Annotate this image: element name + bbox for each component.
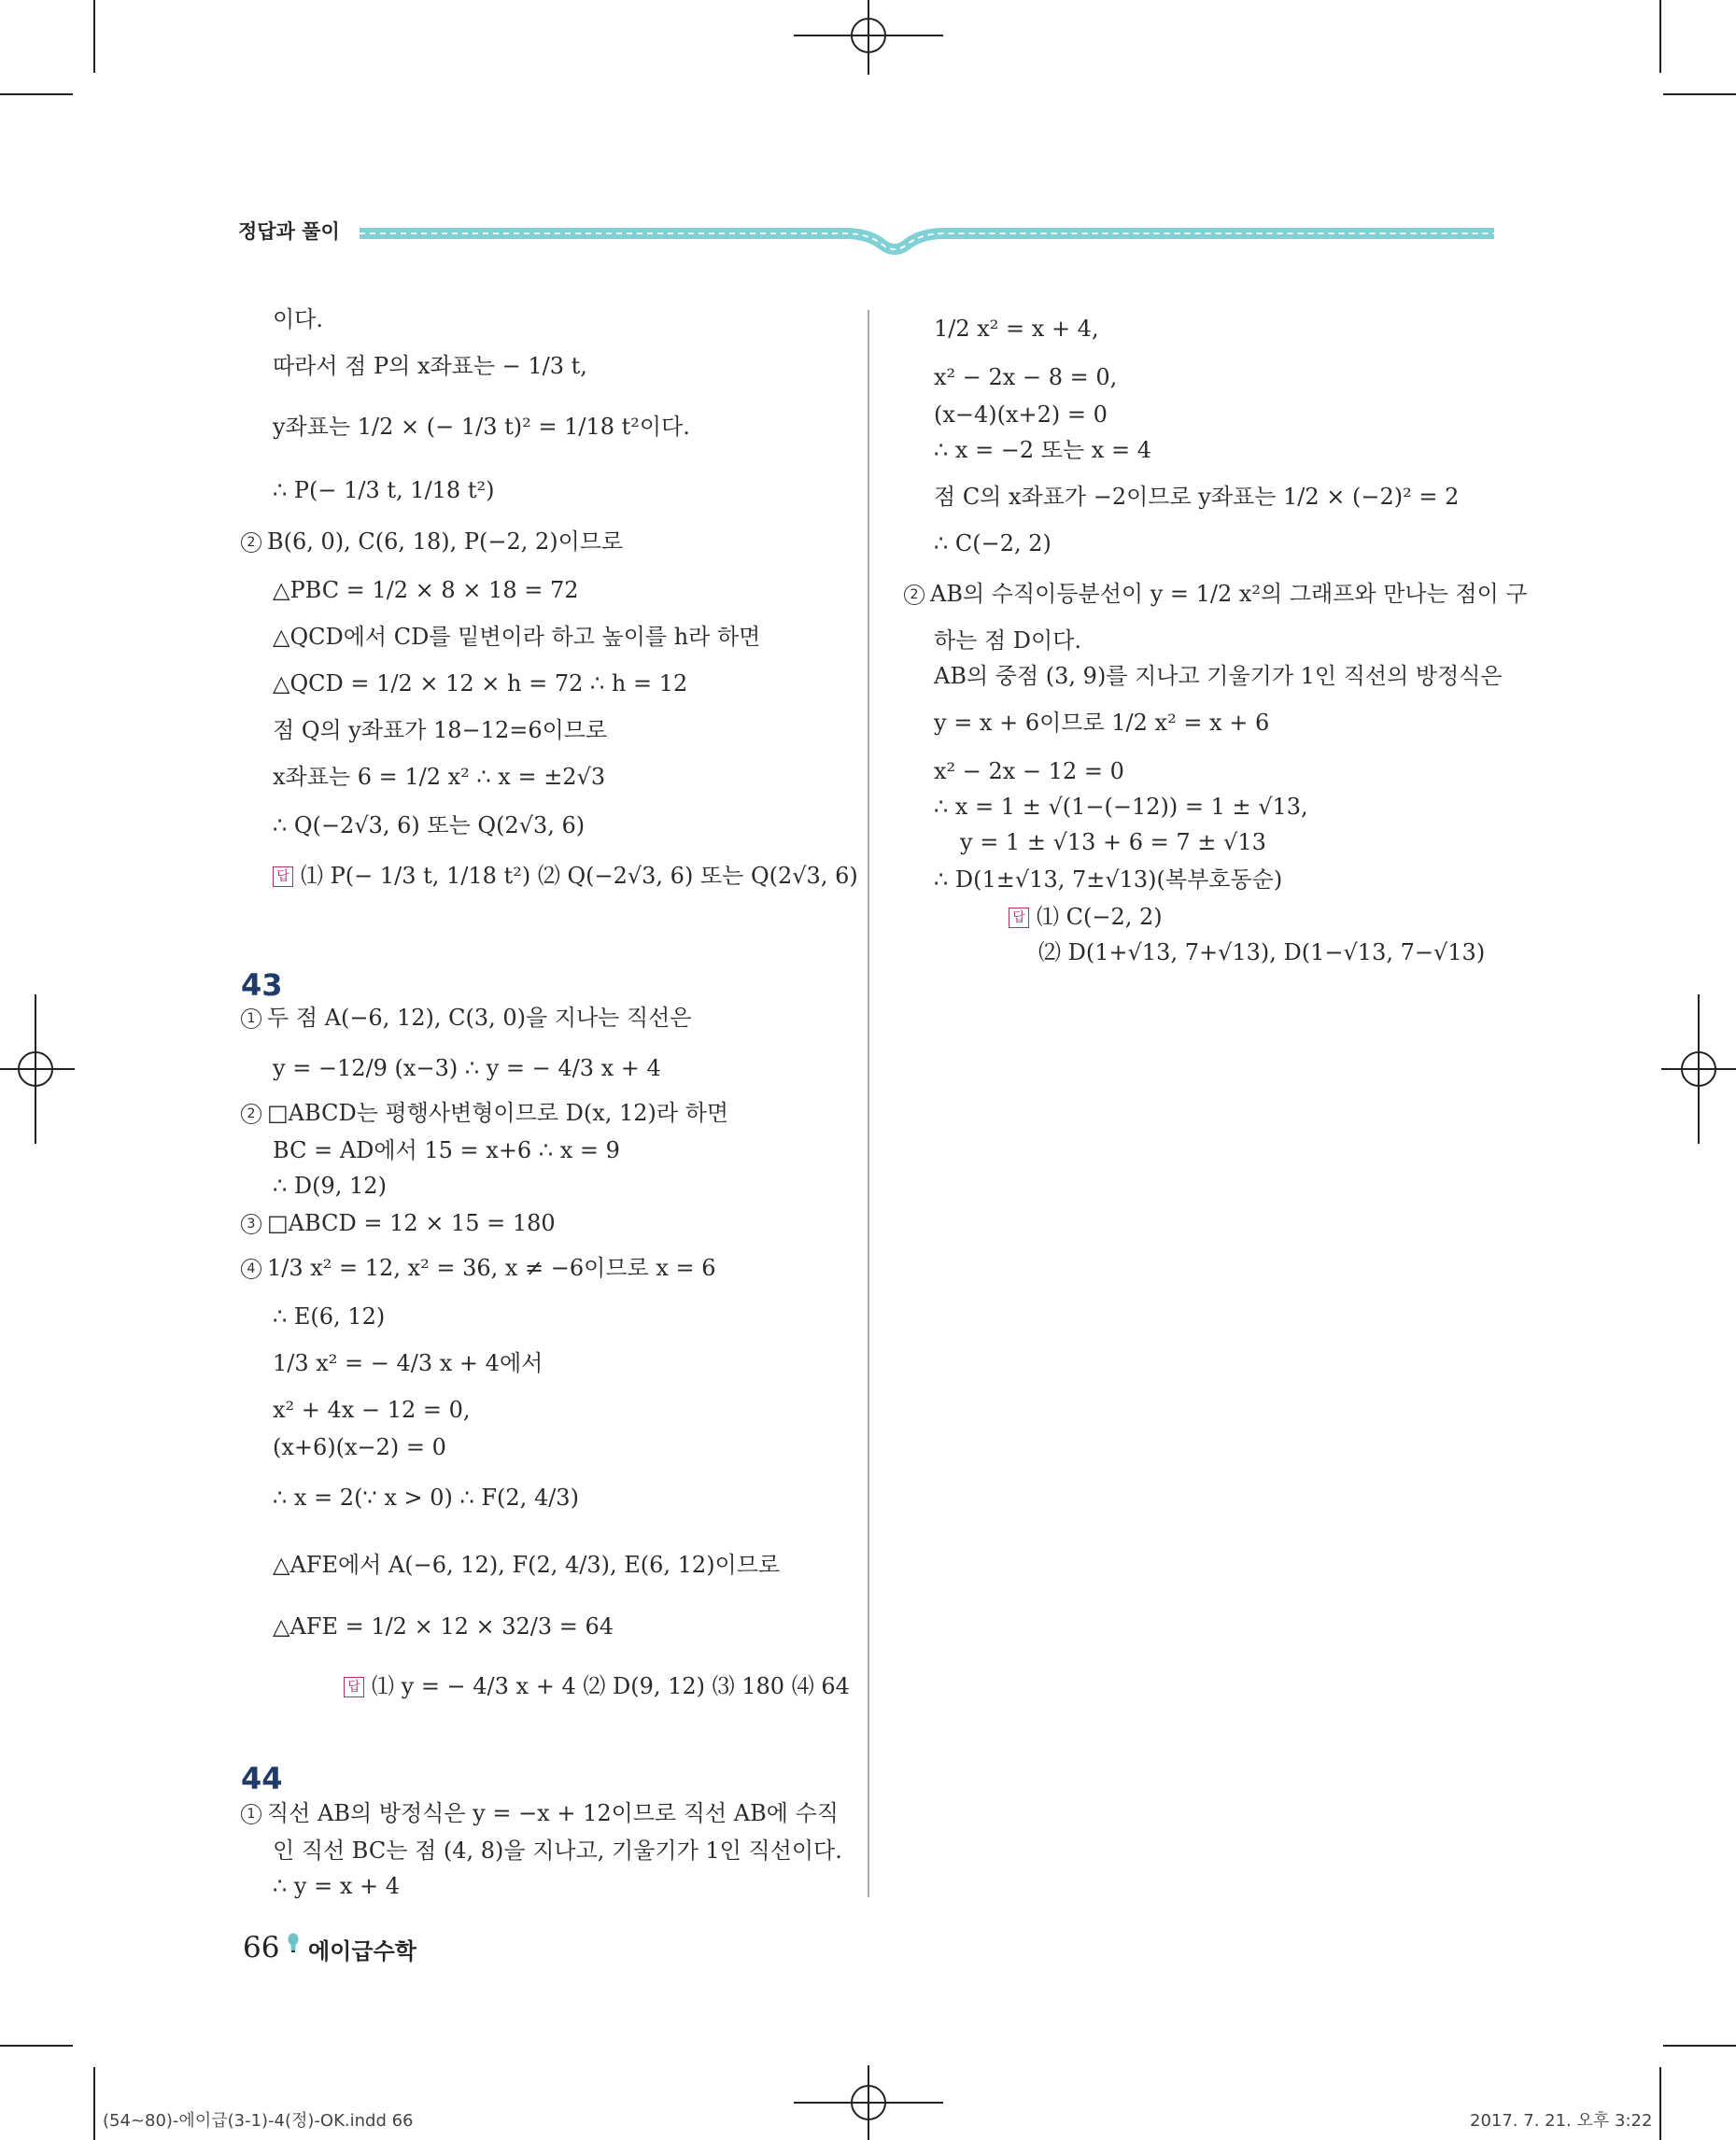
crop-mark [93, 0, 95, 73]
answer-label: 답 [273, 866, 293, 887]
solution-text: □ABCD = 12 × 15 = 180 [267, 1210, 556, 1236]
solution-line [241, 1253, 716, 1283]
solution-line [241, 1098, 728, 1128]
page-header-title: 정답과 풀이 [238, 220, 340, 243]
answer-label: 답 [1009, 908, 1029, 928]
answer-line [273, 861, 858, 891]
solution-line: ∴ P(− 1/3 t, 1/18 t²) [273, 477, 495, 503]
item-marker: 1 [241, 1804, 261, 1824]
registration-mark [794, 0, 943, 75]
answer-text: ⑴ P(− 1/3 t, 1/18 t²) ⑵ Q(−2√3, 6) 또는 Q(2√3, 6) [301, 863, 858, 889]
solution-line: ∴ E(6, 12) [273, 1303, 386, 1330]
answer-line [344, 1671, 850, 1701]
registration-mark [794, 2065, 943, 2140]
solution-line: (x−4)(x+2) = 0 [934, 401, 1108, 428]
solution-line: 하는 점 D이다. [934, 627, 1082, 654]
solution-text: AB의 수직이등분선이 y = 1/2 x²의 그래프와 만나는 점이 구 [930, 581, 1528, 607]
item-marker: 2 [904, 584, 924, 605]
item-marker: 2 [241, 1104, 261, 1124]
crop-mark [93, 2067, 95, 2140]
solution-line: x² − 2x − 8 = 0, [934, 364, 1118, 390]
solution-line: △QCD에서 CD를 밑변이라 하고 높이를 h라 하면 [273, 624, 761, 650]
solution-line: ∴ x = 1 ± √(1−(−12)) = 1 ± √13, [934, 794, 1308, 820]
solution-line: AB의 중점 (3, 9)를 지나고 기울기가 1인 직선의 방정식은 [934, 663, 1503, 689]
registration-mark [1661, 994, 1736, 1144]
answer-line [1009, 902, 1163, 932]
solution-text: B(6, 0), C(6, 18), P(−2, 2)이므로 [267, 528, 624, 555]
answer-text: ⑴ C(−2, 2) [1037, 904, 1163, 930]
crop-mark [0, 2045, 73, 2047]
crop-mark [1663, 93, 1736, 95]
solution-line: ∴ x = 2(∵ x > 0) ∴ F(2, 4/3) [273, 1485, 579, 1511]
solution-line: 이다. [273, 306, 323, 332]
solution-text: 두 점 A(−6, 12), C(3, 0)을 지나는 직선은 [267, 1005, 692, 1031]
solution-line: △QCD = 1/2 × 12 × h = 72 ∴ h = 12 [273, 670, 688, 697]
solution-line: x좌표는 6 = 1/2 x² ∴ x = ±2√3 [273, 764, 606, 790]
solution-line [904, 579, 1528, 609]
answer-line: ⑵ D(1+√13, 7+√13), D(1−√13, 7−√13) [1038, 939, 1486, 965]
solution-line: ∴ D(1±√13, 7±√13)(복부호동순) [934, 866, 1283, 893]
solution-line: x² − 2x − 12 = 0 [934, 758, 1124, 784]
solution-line: y = x + 6이므로 1/2 x² = x + 6 [934, 710, 1270, 736]
solution-line: 따라서 점 P의 x좌표는 − 1/3 t, [273, 353, 587, 379]
page-number: 66 [243, 1931, 280, 1964]
solution-line: ∴ C(−2, 2) [934, 530, 1051, 556]
solution-line: x² + 4x − 12 = 0, [273, 1397, 471, 1423]
problem-number: 44 [241, 1761, 283, 1796]
crop-mark [1659, 2067, 1661, 2140]
solution-line: ∴ x = −2 또는 x = 4 [934, 437, 1151, 463]
solution-line: ∴ D(9, 12) [273, 1173, 387, 1199]
problem-number: 43 [241, 967, 283, 1003]
solution-line: 1/2 x² = x + 4, [934, 316, 1099, 342]
solution-line: 1/3 x² = − 4/3 x + 4에서 [273, 1350, 543, 1376]
answer-text: ⑴ y = − 4/3 x + 4 ⑵ D(9, 12) ⑶ 180 ⑷ 64 [372, 1673, 850, 1699]
solution-line [241, 1798, 839, 1828]
item-marker: 3 [241, 1214, 261, 1234]
solution-line: △PBC = 1/2 × 8 × 18 = 72 [273, 577, 579, 603]
solution-line [241, 1003, 692, 1033]
solution-line: △AFE = 1/2 × 12 × 32/3 = 64 [273, 1613, 614, 1640]
solution-text: 직선 AB의 방정식은 y = −x + 12이므로 직선 AB에 수직 [267, 1800, 839, 1826]
answer-label: 답 [344, 1677, 364, 1697]
solution-line [241, 1208, 556, 1238]
registration-mark [0, 994, 75, 1144]
solution-line: 인 직선 BC는 점 (4, 8)을 지나고, 기울기가 1인 직선이다. [273, 1837, 842, 1864]
solution-line: BC = AD에서 15 = x+6 ∴ x = 9 [273, 1137, 620, 1163]
column-divider [868, 310, 869, 1897]
solution-line: ∴ Q(−2√3, 6) 또는 Q(2√3, 6) [273, 812, 586, 838]
solution-line [241, 527, 623, 556]
solution-line: △AFE에서 A(−6, 12), F(2, 4/3), E(6, 12)이므로 [273, 1552, 781, 1578]
brand-name: 에이급수학 [308, 1938, 416, 1964]
crop-mark [0, 93, 73, 95]
lightbulb-icon [288, 1933, 299, 1953]
crop-mark [1659, 0, 1661, 73]
solution-text: □ABCD는 평행사변형이므로 D(x, 12)라 하면 [267, 1100, 729, 1126]
header-ribbon [360, 220, 1494, 258]
solution-line: y = −12/9 (x−3) ∴ y = − 4/3 x + 4 [273, 1055, 661, 1081]
solution-line: (x+6)(x−2) = 0 [273, 1434, 446, 1460]
solution-line: ∴ y = x + 4 [273, 1873, 400, 1899]
solution-line: y = 1 ± √13 + 6 = 7 ± √13 [960, 829, 1266, 855]
solution-line: 점 Q의 y좌표가 18−12=6이므로 [273, 717, 608, 743]
item-marker: 2 [241, 532, 261, 553]
file-name: (54~80)-에이급(3-1)-4(정)-OK.indd 66 [103, 2111, 414, 2131]
solution-line: 점 C의 x좌표가 −2이므로 y좌표는 1/2 × (−2)² = 2 [934, 484, 1460, 510]
item-marker: 4 [241, 1259, 261, 1279]
solution-text: 1/3 x² = 12, x² = 36, x ≠ −6이므로 x = 6 [267, 1255, 716, 1281]
print-timestamp: 2017. 7. 21. 오후 3:22 [1470, 2111, 1653, 2131]
item-marker: 1 [241, 1008, 261, 1029]
solution-line: y좌표는 1/2 × (− 1/3 t)² = 1/18 t²이다. [273, 414, 690, 440]
crop-mark [1663, 2045, 1736, 2047]
